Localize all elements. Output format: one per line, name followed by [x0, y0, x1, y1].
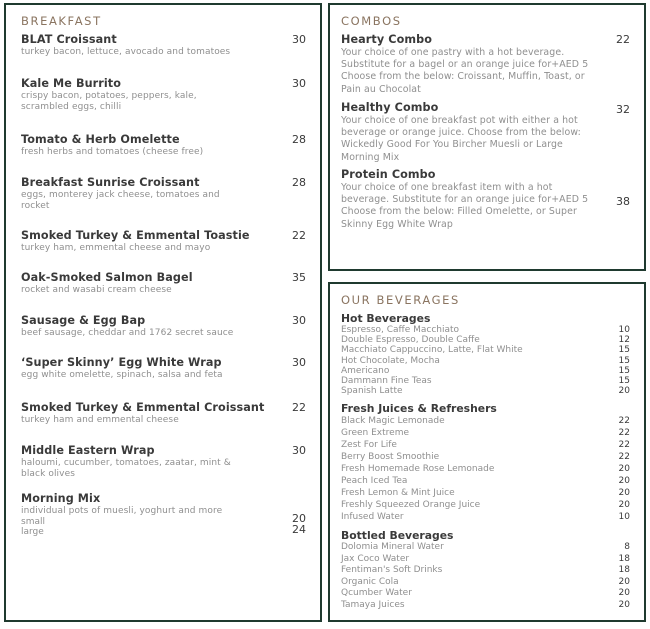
beverage-price: 20: [618, 588, 630, 599]
size-label: small: [21, 517, 45, 527]
beverage-price: 22: [618, 428, 630, 438]
menu-item: [21, 271, 308, 296]
item-description: rocket and wasabi cream cheese: [21, 285, 172, 295]
beverage-name: Black Magic Lemonade: [341, 416, 445, 426]
beverage-row: [341, 335, 630, 345]
combo-name: Hearty Combo: [341, 33, 433, 46]
combo-name: Protein Combo: [341, 168, 436, 181]
beverage-price: 22: [618, 416, 630, 426]
item-name: Oak-Smoked Salmon Bagel: [21, 271, 193, 284]
group-heading: Bottled Beverages: [341, 529, 454, 542]
combo-item: [341, 101, 632, 164]
beverage-name: Qcumber Water: [341, 588, 412, 599]
item-price: 30: [292, 33, 306, 46]
beverage-name: Organic Cola: [341, 576, 399, 587]
beverage-price: 15: [618, 376, 630, 387]
beverage-name: Berry Boost Smoothie: [341, 452, 440, 462]
item-name: Morning Mix: [21, 492, 101, 505]
item-price: 22: [292, 229, 306, 242]
combo-description: Your choice of one breakfast pot with either a hot beverage or orange juice. Choose from the below: Wickedly Good For You Bircher Muesli or Large Morning Mix: [341, 115, 581, 163]
beverage-row: [341, 439, 630, 451]
beverage-price: 8: [624, 542, 630, 552]
beverage-row: [341, 451, 630, 463]
beverage-row: [341, 376, 630, 386]
menu-item: [21, 229, 308, 254]
breakfast-panel: [4, 3, 322, 622]
menu-item: [21, 77, 308, 113]
beverage-row: [341, 427, 630, 439]
beverage-row: [341, 542, 630, 554]
combo-name: Healthy Combo: [341, 101, 439, 114]
beverage-price: 18: [618, 553, 630, 564]
menu-item: [21, 176, 308, 212]
beverage-price: 10: [618, 325, 630, 335]
beverage-row: [341, 565, 630, 577]
beverage-price: 22: [618, 440, 630, 450]
beverage-row: [341, 366, 630, 376]
beverage-row: [341, 386, 630, 396]
group-heading: Fresh Juices & Refreshers: [341, 402, 497, 415]
beverage-row: [341, 588, 630, 600]
beverage-group-juices: [341, 402, 630, 523]
size-row: [21, 512, 308, 527]
menu-item: [21, 356, 308, 381]
beverage-price: 15: [618, 345, 630, 356]
item-name: Breakfast Sunrise Croissant: [21, 176, 200, 189]
item-description: crispy bacon, potatoes, peppers, kale, scrambled eggs, chilli: [21, 91, 197, 112]
beverage-name: Double Espresso, Double Caffe: [341, 335, 480, 346]
beverage-price: 20: [618, 476, 630, 486]
beverage-name: Fentiman's Soft Drinks: [341, 565, 443, 576]
item-description: turkey ham, emmental cheese and mayo: [21, 243, 211, 253]
item-price: 22: [292, 401, 306, 414]
beverage-name: Freshly Squeezed Orange Juice: [341, 500, 481, 510]
group-heading: Hot Beverages: [341, 312, 431, 325]
item-price: 28: [292, 133, 306, 146]
item-price: 30: [292, 77, 306, 90]
item-description: egg white omelette, spinach, salsa and feta: [21, 370, 223, 380]
beverage-price: 22: [618, 452, 630, 462]
beverage-name: Spanish Latte: [341, 386, 403, 397]
size-row: [21, 523, 308, 537]
section-title: COMBOS: [341, 14, 402, 28]
item-name: Sausage & Egg Bap: [21, 314, 146, 327]
size-price: 24: [292, 523, 306, 536]
beverage-price: 20: [618, 386, 630, 397]
beverage-row: [341, 600, 630, 612]
combo-item: [341, 168, 632, 231]
beverage-row: [341, 487, 630, 499]
menu-item: [21, 401, 308, 426]
beverage-row: [341, 415, 630, 427]
item-price: 28: [292, 176, 306, 189]
item-name: BLAT Croissant: [21, 33, 117, 46]
beverage-row: [341, 356, 630, 366]
size-label: large: [21, 527, 44, 537]
beverage-row: [341, 475, 630, 487]
combo-price: 22: [616, 33, 630, 46]
item-price: 35: [292, 271, 306, 284]
beverage-name: Dolomia Mineral Water: [341, 542, 444, 552]
beverage-name: Hot Chocolate, Mocha: [341, 355, 440, 366]
combo-price: 38: [616, 195, 630, 208]
item-name: Kale Me Burrito: [21, 77, 122, 90]
size-price: 20: [292, 512, 306, 525]
beverage-row: [341, 325, 630, 335]
beverage-group-hot: [341, 312, 630, 396]
section-title: BREAKFAST: [21, 14, 102, 28]
combo-description: Your choice of one breakfast item with a hot beverage. Substitute for an orange juice for+AED 5 Choose from the below: Filled Omelette, or Super Skinny Egg White Wrap: [341, 182, 589, 230]
item-description: turkey ham and emmental cheese: [21, 415, 179, 425]
beverage-price: 18: [618, 565, 630, 576]
beverage-row: [341, 577, 630, 589]
size-options: [21, 512, 308, 537]
beverage-name: Dammann Fine Teas: [341, 376, 432, 387]
beverage-price: 20: [618, 464, 630, 474]
item-description: individual pots of muesli, yoghurt and more: [21, 506, 223, 516]
beverage-name: Tamaya Juices: [341, 599, 405, 610]
beverage-name: Espresso, Caffe Macchiato: [341, 325, 460, 335]
combo-price: 32: [616, 103, 630, 116]
item-price: 30: [292, 314, 306, 327]
beverage-price: 20: [618, 599, 630, 610]
beverage-price: 20: [618, 576, 630, 587]
beverage-name: Americano: [341, 365, 390, 376]
beverage-name: Infused Water: [341, 512, 404, 522]
beverage-name: Green Extreme: [341, 428, 410, 438]
beverage-price: 15: [618, 355, 630, 366]
beverage-name: Zest For Life: [341, 440, 397, 450]
beverage-row: [341, 499, 630, 511]
beverage-name: Jax Coco Water: [341, 553, 410, 564]
item-description: turkey bacon, lettuce, avocado and tomatoes: [21, 47, 231, 57]
combo-description: Your choice of one pastry with a hot beverage. Substitute for a bagel or an orange juice for+AED 5 Choose from the below: Croissant, Muffin, Toast, or Pain au Chocolat: [341, 47, 589, 95]
item-name: Smoked Turkey & Emmental Toastie: [21, 229, 250, 242]
beverage-price: 15: [618, 365, 630, 376]
beverage-row: [341, 554, 630, 566]
item-description: eggs, monterey jack cheese, tomatoes and rocket: [21, 190, 220, 211]
beverage-name: Fresh Homemade Rose Lemonade: [341, 464, 495, 474]
item-description: fresh herbs and tomatoes (cheese free): [21, 147, 204, 157]
beverage-group-bottled: [341, 529, 630, 612]
menu-item: [21, 133, 308, 158]
beverage-price: 12: [618, 335, 630, 346]
beverage-name: Macchiato Cappuccino, Latte, Flat White: [341, 345, 523, 356]
menu-item: [21, 492, 308, 537]
beverage-row: [341, 345, 630, 355]
item-price: 30: [292, 444, 306, 457]
menu-item: [21, 444, 308, 480]
item-name: Middle Eastern Wrap: [21, 444, 155, 457]
menu-item: [21, 33, 308, 58]
combos-panel: [328, 3, 646, 271]
beverage-row: [341, 463, 630, 475]
beverage-name: Peach Iced Tea: [341, 476, 408, 486]
item-name: Smoked Turkey & Emmental Croissant: [21, 401, 265, 414]
item-description: beef sausage, cheddar and 1762 secret sauce: [21, 328, 234, 338]
beverage-price: 20: [618, 488, 630, 498]
beverages-panel: [328, 282, 646, 622]
item-name: Tomato & Herb Omelette: [21, 133, 180, 146]
item-price: 30: [292, 356, 306, 369]
menu-item: [21, 314, 308, 339]
beverage-price: 10: [618, 512, 630, 522]
beverage-price: 20: [618, 500, 630, 510]
item-description: haloumi, cucumber, tomatoes, zaatar, mint & black olives: [21, 458, 231, 479]
section-title: OUR BEVERAGES: [341, 293, 460, 307]
beverage-name: Fresh Lemon & Mint Juice: [341, 488, 455, 498]
beverage-row: [341, 511, 630, 523]
item-name: ‘Super Skinny’ Egg White Wrap: [21, 356, 222, 369]
combo-item: [341, 33, 632, 96]
